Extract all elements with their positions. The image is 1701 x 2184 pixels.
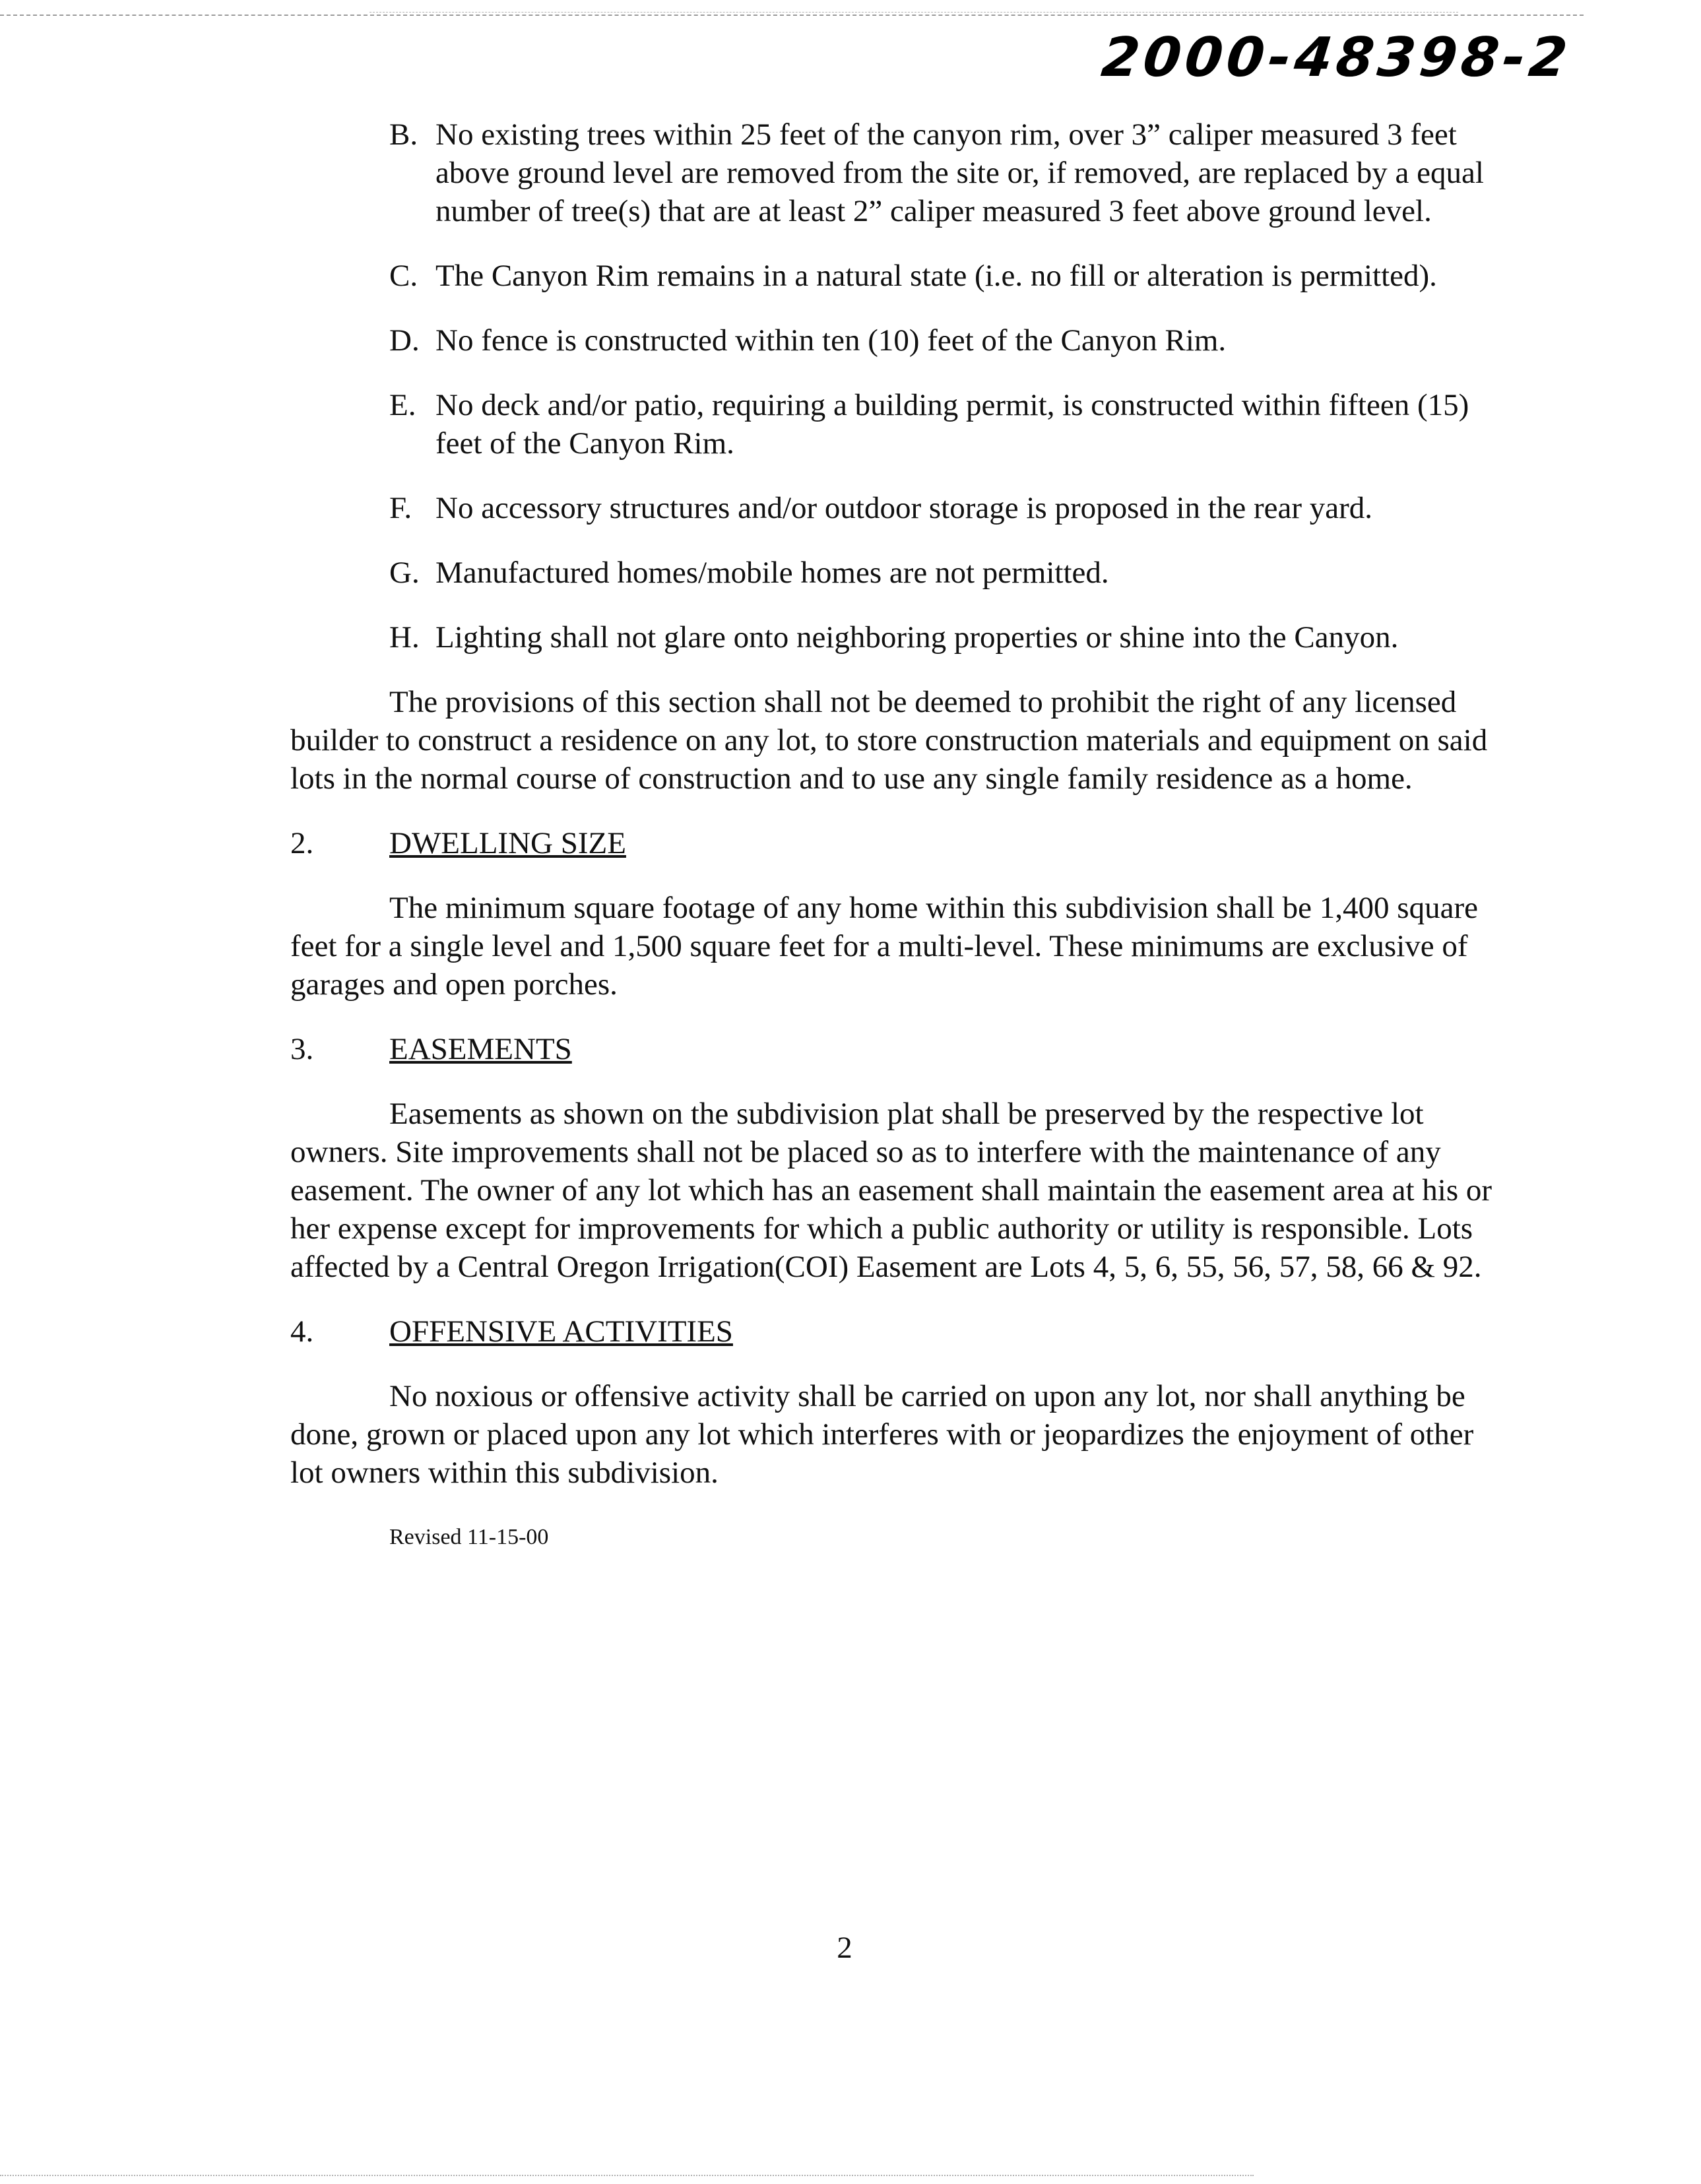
section-title: OFFENSIVE ACTIVITIES	[389, 1314, 733, 1349]
section-title: EASEMENTS	[389, 1032, 572, 1066]
section-heading-offensive-activities	[290, 1312, 1498, 1351]
list-item-letter: F.	[389, 491, 412, 525]
revision-date: Revised 11-15-00	[389, 1525, 549, 1549]
list-item-letter: E.	[389, 388, 416, 422]
list-item-text: No existing trees within 25 feet of the canyon rim, over 3” caliper measured 3 feet above ground level are removed from the site or, if removed, are replaced by a equal number of tree(s) that are at least 2” caliper measured 3 feet above ground level.	[435, 117, 1484, 228]
section-number: 2.	[290, 826, 314, 860]
list-item-g	[389, 554, 1498, 592]
list-item-letter: C.	[389, 259, 418, 293]
list-item-text: The Canyon Rim remains in a natural state (i.e. no fill or alteration is permitted).	[435, 259, 1437, 293]
section-heading-dwelling-size	[290, 824, 1498, 862]
list-item-letter: H.	[389, 620, 420, 655]
list-item-text: Lighting shall not glare onto neighboring properties or shine into the Canyon.	[435, 620, 1399, 655]
list-item-text: No accessory structures and/or outdoor storage is proposed in the rear yard.	[435, 491, 1373, 525]
list-item-letter: D.	[389, 323, 420, 358]
list-item-d	[389, 321, 1498, 360]
scan-edge-line	[0, 15, 1584, 16]
list-item-c	[389, 257, 1498, 295]
section-body-offensive-activities: No noxious or offensive activity shall be carried on upon any lot, nor shall anything be done, grown or placed upon any lot which interferes with or jeopardizes the enjoyment of other lot owners within this subdivision.	[290, 1379, 1474, 1490]
section-body-easements: Easements as shown on the subdivision plat shall be preserved by the respective lot owners. Site improvements shall not be placed so as to interfere with the maintenance of any easement. The owner of any lot which has an easement shall maintain the easement area at his or her expense except for improvements for which a public authority or utility is responsible. Lots affected by a Central Oregon Irrigation(COI) Easement are Lots 4, 5, 6, 55, 56, 57, 58, 66 & 92.	[290, 1097, 1492, 1284]
list-item-text: No deck and/or patio, requiring a building permit, is constructed within fifteen (15) feet of the Canyon Rim.	[435, 388, 1469, 461]
list-item-text: Manufactured homes/mobile homes are not permitted.	[435, 556, 1109, 590]
section-number: 3.	[290, 1032, 314, 1066]
handwritten-document-number: 2000-48398-2	[1099, 26, 1574, 89]
section-title: DWELLING SIZE	[389, 826, 626, 860]
list-item-letter: B.	[389, 117, 418, 152]
scan-edge-line	[0, 2175, 1254, 2176]
list-item-e	[389, 386, 1498, 463]
list-item-h	[389, 618, 1498, 657]
document-body	[290, 115, 1498, 1557]
scan-edge-line	[369, 12, 1458, 13]
section-number: 4.	[290, 1314, 314, 1349]
provisions-paragraph: The provisions of this section shall not be deemed to prohibit the right of any licensed builder to construct a residence on any lot, to store construction materials and equipment on said lots in the normal course of construction and to use any single family residence as a home.	[290, 685, 1488, 796]
section-heading-easements	[290, 1030, 1498, 1068]
list-item-b	[389, 115, 1498, 230]
list-item-letter: G.	[389, 556, 420, 590]
list-item-f	[389, 489, 1498, 527]
section-body-dwelling-size: The minimum square footage of any home within this subdivision shall be 1,400 square feet for a single level and 1,500 square feet for a multi-level. These minimums are exclusive of garages and open porches.	[290, 891, 1478, 1002]
page-number: 2	[837, 1931, 852, 1965]
list-item-text: No fence is constructed within ten (10) feet of the Canyon Rim.	[435, 323, 1227, 358]
